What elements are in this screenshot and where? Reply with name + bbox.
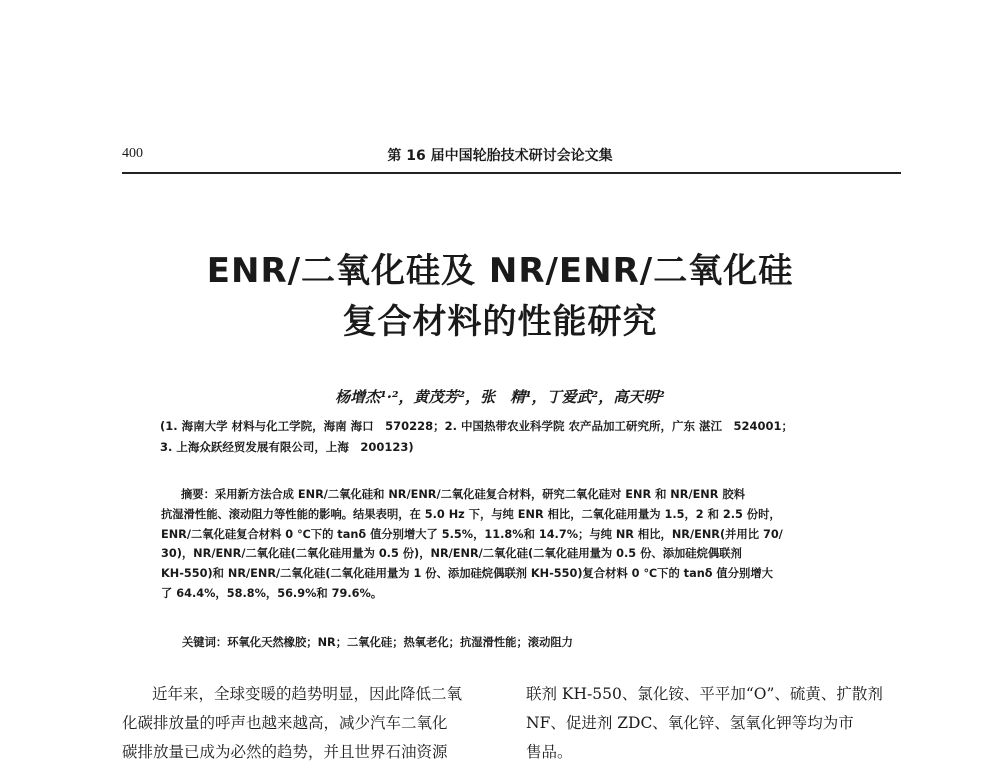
body-right-column bbox=[526, 680, 900, 767]
author-list: 杨增杰¹·²，黄茂芳²，张 精¹，丁爱武²，高天明² bbox=[335, 388, 665, 406]
body-text-line: NF、促进剂 ZDC、氧化锌、氢氧化钾等均为市 bbox=[526, 714, 854, 732]
abstract-line: ENR/二氧化硅复合材料 0 ℃下的 tanδ 值分别增大了 5.5%，11.8%和 14.7%；与纯 NR 相比，NR/ENR(并用比 70/ bbox=[161, 527, 783, 541]
running-head: 第 16 届中国轮胎技术研讨会论文集 bbox=[387, 148, 613, 164]
body-text-line: 联剂 KH-550、氯化铵、平平加“O”、硫黄、扩散剂 bbox=[526, 685, 883, 703]
affiliation-line-2: 3. 上海众跃经贸发展有限公司，上海 200123) bbox=[160, 440, 414, 454]
body-text-line: 售品。 bbox=[526, 743, 573, 761]
paper-title-line-2: 复合材料的性能研究 bbox=[342, 302, 658, 342]
keywords: 关键词：环氧化天然橡胶；NR；二氧化硅；热氧老化；抗湿滑性能；滚动阻力 bbox=[182, 636, 573, 649]
affiliation-line-1: (1. 海南大学 材料与化工学院，海南 海口 570228；2. 中国热带农业科学院 农产品加工研究所，广东 湛江 524001； bbox=[160, 419, 794, 433]
abstract-line: KH-550)和 NR/ENR/二氧化硅(二氧化硅用量为 1 份、添加硅烷偶联剂 KH-550)复合材料 0 ℃下的 tanδ 值分别增大 bbox=[161, 567, 773, 581]
abstract-line: 摘要：采用新方法合成 ENR/二氧化硅和 NR/ENR/二氧化硅复合材料，研究二氧化硅对 ENR 和 NR/ENR 胶料 bbox=[181, 488, 745, 501]
paper-title-line-1: ENR/二氧化硅及 NR/ENR/二氧化硅 bbox=[206, 251, 794, 291]
body-text-line: 碳排放量已成为必然的趋势，并且世界石油资源 bbox=[122, 743, 448, 761]
abstract-line: 了 64.4%，58.8%，56.9%和 79.6%。 bbox=[161, 586, 383, 600]
abstract-line: 抗湿滑性能、滚动阻力等性能的影响。结果表明，在 5.0 Hz 下，与纯 ENR 相比，二氧化硅用量为 1.5，2 和 2.5 份时， bbox=[161, 507, 781, 521]
page-number: 400 bbox=[122, 146, 143, 161]
body-text-line: 近年来，全球变暖的趋势明显，因此降低二氧 bbox=[152, 685, 463, 703]
abstract-line: 30)，NR/ENR/二氧化硅(二氧化硅用量为 0.5 份)，NR/ENR/二氧化硅(二氧化硅用量为 0.5 份、添加硅烷偶联剂 bbox=[161, 547, 742, 561]
body-text-line: 化碳排放量的呼声也越来越高，减少汽车二氧化 bbox=[122, 714, 448, 732]
header-divider bbox=[122, 172, 901, 174]
body-left-column bbox=[122, 680, 494, 767]
abstract bbox=[161, 485, 857, 604]
